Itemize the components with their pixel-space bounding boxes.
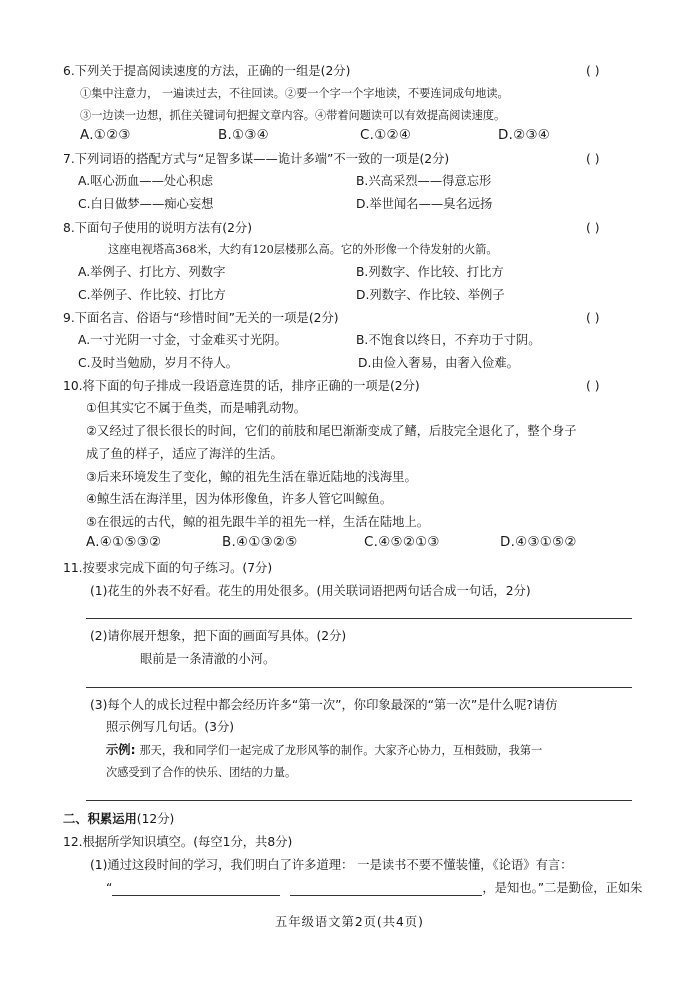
q10-option-c: C.④⑤②①③ bbox=[364, 535, 440, 550]
q11-stem: 11.按要求完成下面的句子练习。(7分) bbox=[63, 561, 273, 575]
q9-stem: 9.下面名言、俗语与“珍惜时间”无关的一项是(2分) bbox=[63, 311, 339, 325]
q10-sentence-1: ①但其实它不属于鱼类，而是哺乳动物。 bbox=[86, 401, 307, 415]
q12-part1: (1)通过这段时间的学习，我们明白了许多道理： 一是读书不要不懂装懂，《论语》有言： bbox=[90, 858, 573, 872]
q6-line1: ①集中注意力， 一遍读过去，不往回读。②要一个字一个字地读，不要连词成句地读。 bbox=[80, 87, 509, 100]
q7-stem: 7.下列词语的搭配方式与“足智多谋——诡计多端”不一致的一项是(2分) bbox=[63, 152, 450, 166]
q7-option-b: B.兴高采烈——得意忘形 bbox=[356, 174, 492, 188]
q10-option-a: A.④①⑤③② bbox=[86, 535, 162, 550]
q6-option-a: A.①②③ bbox=[80, 128, 131, 143]
q11-example-text-a: 那天，我和同学们一起完成了龙形风筝的制作。大家齐心协力，互相鼓励，我第一 bbox=[139, 744, 543, 757]
q9-option-b: B.不饱食以终日，不弃功于寸阴。 bbox=[356, 333, 541, 347]
q11-part2-answer-line[interactable] bbox=[86, 687, 632, 688]
q9-answer-paren[interactable]: ( ) bbox=[586, 311, 600, 325]
q7-option-a: A.呕心沥血——处心积虑 bbox=[78, 174, 214, 188]
q12-part1-end: ，是知也。”二是勤俭，正如朱 bbox=[482, 881, 643, 895]
q10-sentence-3: ③后来环境发生了变化，鲸的祖先生活在靠近陆地的浅海里。 bbox=[86, 470, 417, 484]
q11-part1-answer-line[interactable] bbox=[86, 618, 632, 619]
q8-answer-paren[interactable]: ( ) bbox=[586, 221, 600, 235]
q8-stem: 8.下面句子使用的说明方法有(2分) bbox=[63, 221, 253, 235]
q8-option-d: D.列数字、作比较、举例子 bbox=[356, 288, 505, 302]
q6-stem: 6.下列关于提高阅读速度的方法，正确的一组是(2分) bbox=[63, 64, 351, 78]
q10-sentence-2b: 成了鱼的样子，适应了海洋的生活。 bbox=[86, 447, 283, 461]
q10-sentence-5: ⑤在很远的古代，鲸的祖先跟牛羊的祖先一样，生活在陆地上。 bbox=[86, 515, 430, 529]
q11-example-text-b: 次感受到了合作的快乐、团结的力量。 bbox=[106, 766, 297, 779]
q11-part3-answer-line[interactable] bbox=[86, 800, 632, 801]
q11-example-line1 bbox=[106, 742, 542, 759]
q12-blank-2[interactable] bbox=[290, 882, 482, 896]
q11-part2: (2)请你展开想象，把下面的画面写具体。(2分) bbox=[90, 629, 347, 643]
q11-part1: (1)花生的外表不好看。花生的用处很多。(用关联词语把两句话合成一句话，2分) bbox=[90, 584, 531, 598]
q6-option-b: B.①③④ bbox=[218, 128, 269, 143]
q8-option-b: B.列数字、作比较、打比方 bbox=[356, 265, 504, 279]
q7-option-d: D.举世闻名——臭名远扬 bbox=[356, 197, 493, 211]
q12-blank-1[interactable] bbox=[112, 882, 280, 896]
q10-answer-paren[interactable]: ( ) bbox=[586, 379, 600, 393]
q6-line2: ③一边读一边想，抓住关键词句把握文章内容。④带着问题读可以有效提高阅读速度。 bbox=[80, 109, 506, 122]
q7-option-c: C.白日做梦——痴心妄想 bbox=[78, 197, 214, 211]
q10-option-b: B.④①③②⑤ bbox=[222, 535, 298, 550]
q11-example-label: 示例: bbox=[106, 743, 136, 757]
q10-option-d: D.④③①⑤② bbox=[500, 535, 577, 550]
section-2-label: 二、积累运用 bbox=[63, 812, 137, 826]
q9-option-c: C.及时当勉励，岁月不待人。 bbox=[78, 356, 239, 370]
section-2-score: (12分) bbox=[136, 812, 175, 826]
q12-quote-open: “ bbox=[106, 881, 113, 895]
q8-option-c: C.举例子、作比较、打比方 bbox=[78, 288, 226, 302]
page-footer: 五年级语文第2页(共4页) bbox=[275, 915, 424, 929]
q10-sentence-2a: ②又经过了很长很长的时间，它们的前肢和尾巴渐渐变成了鳍，后肢完全退化了，整个身子 bbox=[86, 424, 577, 438]
q6-answer-paren[interactable]: ( ) bbox=[586, 64, 600, 78]
q12-stem: 12.根据所学知识填空。(每空1分，共8分) bbox=[63, 835, 293, 849]
q6-option-c: C.①②④ bbox=[360, 128, 412, 143]
q7-answer-paren[interactable]: ( ) bbox=[586, 152, 600, 166]
q10-sentence-4: ④鲸生活在海洋里，因为体形像鱼，许多人管它叫鲸鱼。 bbox=[86, 492, 393, 506]
q11-part2-scene: 眼前是一条清澈的小河。 bbox=[140, 652, 276, 666]
q9-option-a: A.一寸光阴一寸金，寸金难买寸光阴。 bbox=[78, 333, 287, 347]
q8-option-a: A.举例子、打比方、列数字 bbox=[78, 265, 226, 279]
q11-part3-a: (3)每个人的成长过程中都会经历许多“第一次”，你印象最深的“第一次”是什么呢?请仿 bbox=[90, 698, 558, 712]
q8-sentence: 这座电视塔高368米，大约有120层楼那么高。它的外形像一个待发射的火箭。 bbox=[108, 243, 498, 256]
q10-stem: 10.将下面的句子排成一段语意连贯的话，排序正确的一项是(2分) bbox=[63, 379, 420, 393]
q9-option-d: D.由俭入奢易，由奢入俭难。 bbox=[358, 356, 519, 370]
section-2-heading bbox=[63, 811, 174, 827]
q12-fill-line bbox=[106, 880, 642, 896]
q6-option-d: D.②③④ bbox=[498, 128, 551, 143]
q11-part3-b: 照示例写几句话。(3分) bbox=[106, 720, 235, 734]
